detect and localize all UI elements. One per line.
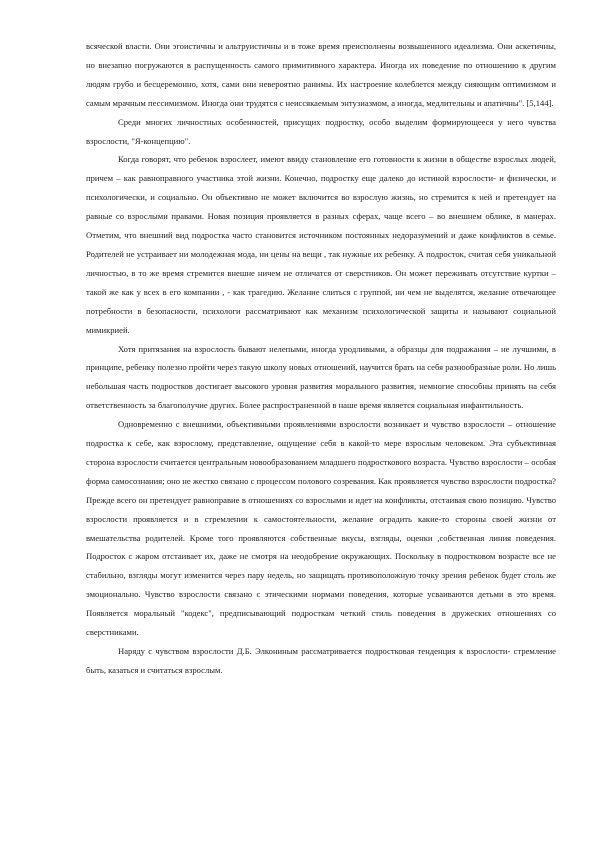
paragraph: Среди многих личностных особенностей, присущих подростку, особо выделим формирующееся у него чувства взрослости, "Я-концепцию".	[86, 116, 556, 146]
paragraph: Когда говорят, что ребенок взрослеет, имеют ввиду становление его готовности к жизни в обществе взрослых людей, причем – как равноправного участника этой жизни. Конечно, подростку еще далеко до истиной взрослости- и физически, и психологически, и социально. Он объективно не может включится во взрослую жизнь, но стремится к ней и претендует на равные со взрослыми правами. Новая позиция проявляется в разных сферах, чаще всего – во внешнем облике, в манерах. Отметим, что внешний вид подростка часто становится источником постоянных недоразумений и даже конфликтов в семье. Родителей не устраивает ни молодежная мода, ни цены на вещи , так нужные их ребенку. А подросток, считая себя уникальной личностью, в то же время стремится внешне ничем не отличатся от сверстников. Он может переживать отсутствие куртки – такой же как у всех в его компании , - как трагедию. Желание слиться с группой, ни чем не выделятся, желание отвечающее потребности в безопасности, психологи рассматривают как механизм психологической защиты и называют социальной мимикрией.	[86, 154, 556, 335]
paragraph: Хотя притязания на взрослость бывают нелепыми, иногда уродливыми, а образцы для подражания – не лучшими, в принципе, ребенку полезно пройти через такую школу новых отношений, научится брать на себя разнообразные роли. Но лишь небольшая часть подростков достигает высокого уровня развития морального развития, немногие способны принять на себя ответственность за благополучие других. Более распространенной в наше время является социальная инфантильность.	[86, 343, 556, 411]
paragraph: всяческой власти. Они эгоистичны и альтруистичны и в тоже время преисполнены возвышенного идеализма. Они аскетичны, но внезапно погружаются в распущенность самого примитивного характера. Иногда их поведение по отношению к другим людям грубо и бесцеремонно, хотя, сами они невероятно ранимы. Их настроение колеблется между сияющим оптимизмом и самым мрачным пессимизмом. Иногда они трудятся с неиссякаемым энтузиазмом, а иногда, медлительны и апатичны". [5,144].	[86, 41, 556, 108]
paragraph: Наряду с чувством взрослости Д.Б. Элкониным рассматривается подростковая тенденция к взрослости- стремление быть, казаться и считаться взрослым.	[86, 646, 556, 675]
body-text	[86, 37, 556, 680]
paragraph: Одновременно с внешними, объективными проявлениями взрослости возникает и чувство взрослости – отношение подростка к себе, как взрослому, представление, ощущение себя в какой-то мере взрослым человеком. Эта субъективная сторона взрослости считается центральным новообразованием младшего подросткового возраста. Чувство взрослости – особая форма самосознания; оно не жестко связано с процессом полового созревания. Как проявляется чувство взрослости подростка? Прежде всего он претендует равноправие в отношениях со взрослыми и идет на конфликты, отстаивая свою позицию. Чувство взрослости проявляется и в стремлении к самостоятельности, желание оградить какие-то стороны своей жизни от вмешательства родителей. Кроме того проявляются собственные вкусы, взгляды, оценки ,собственная линия поведения. Подросток с жаром отстаивает их, даже не смотря на неодобрение окружающих. Поскольку в подростковом возрасте все не стабильно, взгляды могут изменится через пару недель, но защищать противоположную точку зрения ребенок будет столь же эмоционально. Чувство взрослости связано с этическими нормами поведения, которые усваиваются детьми в это время. Появляется моральный "кодекс", предписывающий подросткам четкий стиль поведения в дружеских отношениях со сверстниками.	[86, 419, 556, 638]
